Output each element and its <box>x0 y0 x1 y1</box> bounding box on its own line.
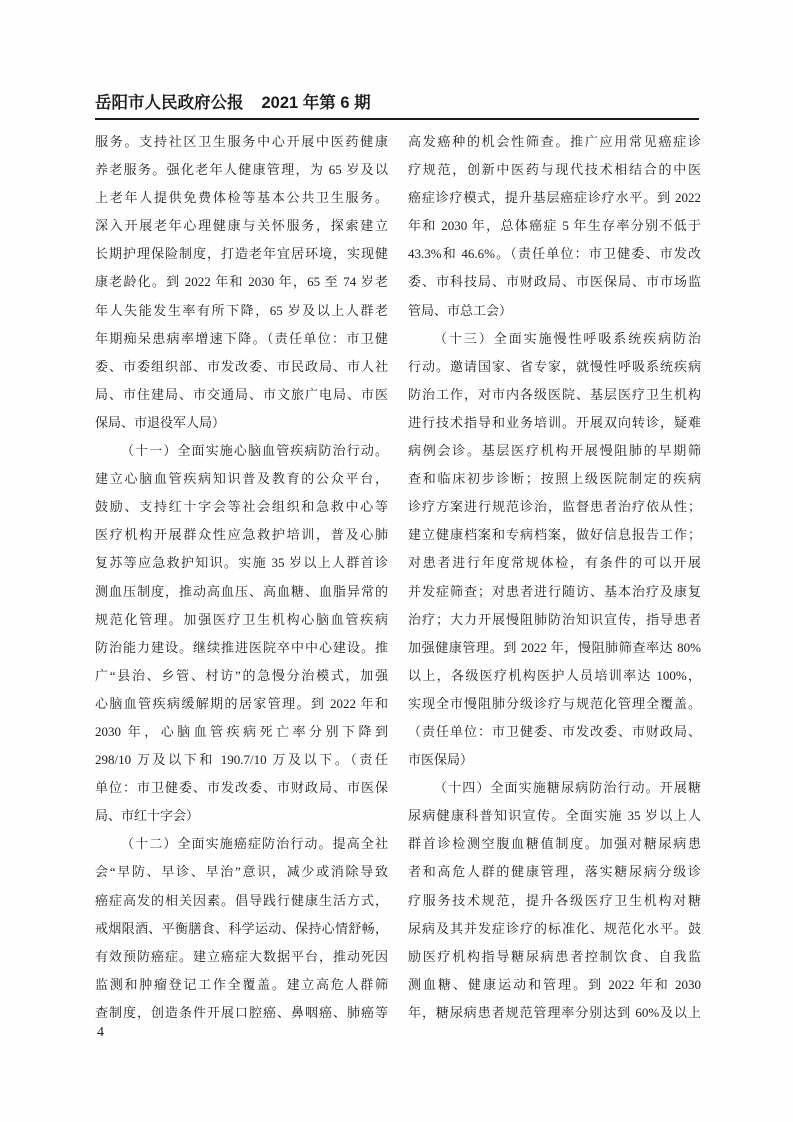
gazette-title: 岳阳市人民政府公报 <box>95 94 244 112</box>
text-line: 诊疗方案进行规范诊治，监督患者治疗依从性； <box>408 499 701 515</box>
text-line: 者和高危人群的健康管理，落实糖尿病分级诊 <box>408 864 701 880</box>
text-line: 年人失能发生率有所下降，65 岁及以上人群老 <box>95 302 388 318</box>
page-header <box>95 94 699 120</box>
text-line: 尿病健康科普知识宣传。全面实施 35 岁以上人 <box>408 808 701 824</box>
text-line: 以上，各级医疗机构医护人员培训率达 100%， <box>408 667 701 683</box>
text-line: 有效预防癌症。建立癌症大数据平台，推动死因 <box>95 948 388 964</box>
text-line: 年期痴呆患病率增速下降。（责任单位：市卫健 <box>95 330 388 346</box>
text-line: 建立心脑血管疾病知识普及教育的公众平台， <box>95 471 388 487</box>
text-line: （责任单位：市卫健委、市发改委、市财政局、 <box>408 723 701 739</box>
text-line: 病例会诊。基层医疗机构开展慢阻肺的早期筛 <box>408 443 701 459</box>
text-line: 测血压制度，推动高血压、高血糖、血脂异常的 <box>95 583 388 599</box>
text-line: 高发癌种的机会性筛查。推广应用常见癌症诊 <box>408 134 701 149</box>
text-line: 励医疗机构指导糖尿病患者控制饮食、自我监 <box>408 948 701 964</box>
text-line: 服务。支持社区卫生服务中心开展中医药健康 <box>95 134 388 149</box>
text-line: 局、市红十字会） <box>95 808 200 824</box>
text-line: 单位：市卫健委、市发改委、市财政局、市医保 <box>95 780 388 796</box>
text-line: 43.3%和 46.6%。（责任单位：市卫健委、市发改 <box>408 246 701 262</box>
text-line: 管局、市总工会） <box>408 302 513 318</box>
text-line: 戒烟限酒、平衡膳食、科学运动、保持心情舒畅， <box>95 920 388 936</box>
text-line: 实现全市慢阻肺分级诊疗与规范化管理全覆盖。 <box>408 695 701 711</box>
text-line: 防治工作，对市内各级医院、基层医疗卫生机构 <box>408 386 701 402</box>
page-number: 4 <box>97 1025 104 1040</box>
gazette-issue: 2021 年第 6 期 <box>261 94 371 112</box>
text-line: 查和临床初步诊断；按照上级医院制定的疾病 <box>408 471 701 487</box>
text-line: （十三）全面实施慢性呼吸系统疾病防治 <box>434 330 701 346</box>
text-line: （十四）全面实施糖尿病防治行动。开展糖 <box>434 780 701 796</box>
text-line: 局、市住建局、市交通局、市文旅广电局、市医 <box>95 386 388 402</box>
text-line: 2030 年，心脑血管疾病死亡率分别下降到 <box>95 723 388 739</box>
text-line: （十一）全面实施心脑血管疾病防治行动。 <box>121 443 388 459</box>
text-line: 长期护理保险制度，打造老年宜居环境，实现健 <box>95 246 388 262</box>
text-line: （十二）全面实施癌症防治行动。提高全社 <box>121 836 388 852</box>
document-body <box>95 128 701 1027</box>
text-line: 防治能力建设。继续推进医院卒中中心建设。推 <box>95 639 388 655</box>
column-left <box>95 128 388 1027</box>
text-line: 疗规范，创新中医药与现代技术相结合的中医 <box>408 162 701 178</box>
text-line: 行动。邀请国家、省专家，就慢性呼吸系统疾病 <box>408 358 701 374</box>
text-line: 保局、市退役军人局） <box>95 414 226 430</box>
text-line: 养老服务。强化老年人健康管理，为 65 岁及以 <box>95 162 388 178</box>
text-line: 医疗机构开展群众性应急救护培训，普及心肺 <box>95 527 388 543</box>
text-line: 298/10 万及以下和 190.7/10 万及以下。（责任 <box>95 752 388 768</box>
text-line: 会“早防、早诊、早治”意识，减少或消除导致 <box>95 864 388 880</box>
text-line: 深入开展老年心理健康与关怀服务，探索建立 <box>95 218 388 234</box>
text-line: 建立健康档案和专病档案，做好信息报告工作； <box>408 527 701 543</box>
text-line: 加强健康管理。到 2022 年，慢阻肺筛查率达 80% <box>408 639 701 655</box>
text-line: 鼓励、支持红十字会等社会组织和急救中心等 <box>95 499 388 515</box>
text-line: 委、市科技局、市财政局、市医保局、市市场监 <box>408 274 701 290</box>
text-line: 癌症诊疗模式，提升基层癌症诊疗水平。到 2022 <box>408 190 701 206</box>
text-line: 年，糖尿病患者规范管理率分别达到 60%及以上 <box>408 1004 701 1020</box>
text-line: 尿病及其并发症诊疗的标准化、规范化水平。鼓 <box>408 920 701 936</box>
text-line: 并发症筛查；对患者进行随访、基本治疗及康复 <box>408 583 701 599</box>
text-line: 上老年人提供免费体检等基本公共卫生服务。 <box>95 190 388 206</box>
text-line: 群首诊检测空腹血糖值制度。加强对糖尿病患 <box>408 836 701 852</box>
text-line: 康老龄化。到 2022 年和 2030 年，65 至 74 岁老 <box>95 274 388 290</box>
text-line: 广“县治、乡管、村访”的急慢分治模式，加强 <box>95 667 388 683</box>
text-line: 年和 2030 年，总体癌症 5 年生存率分别不低于 <box>408 218 701 234</box>
text-line: 心脑血管疾病缓解期的居家管理。到 2022 年和 <box>95 695 388 711</box>
column-right <box>408 128 701 1027</box>
text-line: 监测和肿瘤登记工作全覆盖。建立高危人群筛 <box>95 976 388 992</box>
text-line: 市医保局） <box>408 752 474 768</box>
text-line: 规范化管理。加强医疗卫生机构心脑血管疾病 <box>95 611 388 627</box>
text-line: 治疗；大力开展慢阻肺防治知识宣传，指导患者 <box>408 611 701 627</box>
text-line: 测血糖、健康运动和管理。到 2022 年和 2030 <box>408 976 701 992</box>
text-line: 进行技术指导和业务培训。开展双向转诊，疑难 <box>408 414 701 430</box>
text-line: 疗服务技术规范，提升各级医疗卫生机构对糖 <box>408 892 701 908</box>
text-line: 癌症高发的相关因素。倡导践行健康生活方式， <box>95 892 388 908</box>
text-line: 复苏等应急救护知识。实施 35 岁以上人群首诊 <box>95 555 388 571</box>
text-line: 对患者进行年度常规体检，有条件的可以开展 <box>408 555 701 571</box>
text-line: 委、市委组织部、市发改委、市民政局、市人社 <box>95 358 388 374</box>
text-line: 查制度，创造条件开展口腔癌、鼻咽癌、肺癌等 <box>95 1004 388 1020</box>
